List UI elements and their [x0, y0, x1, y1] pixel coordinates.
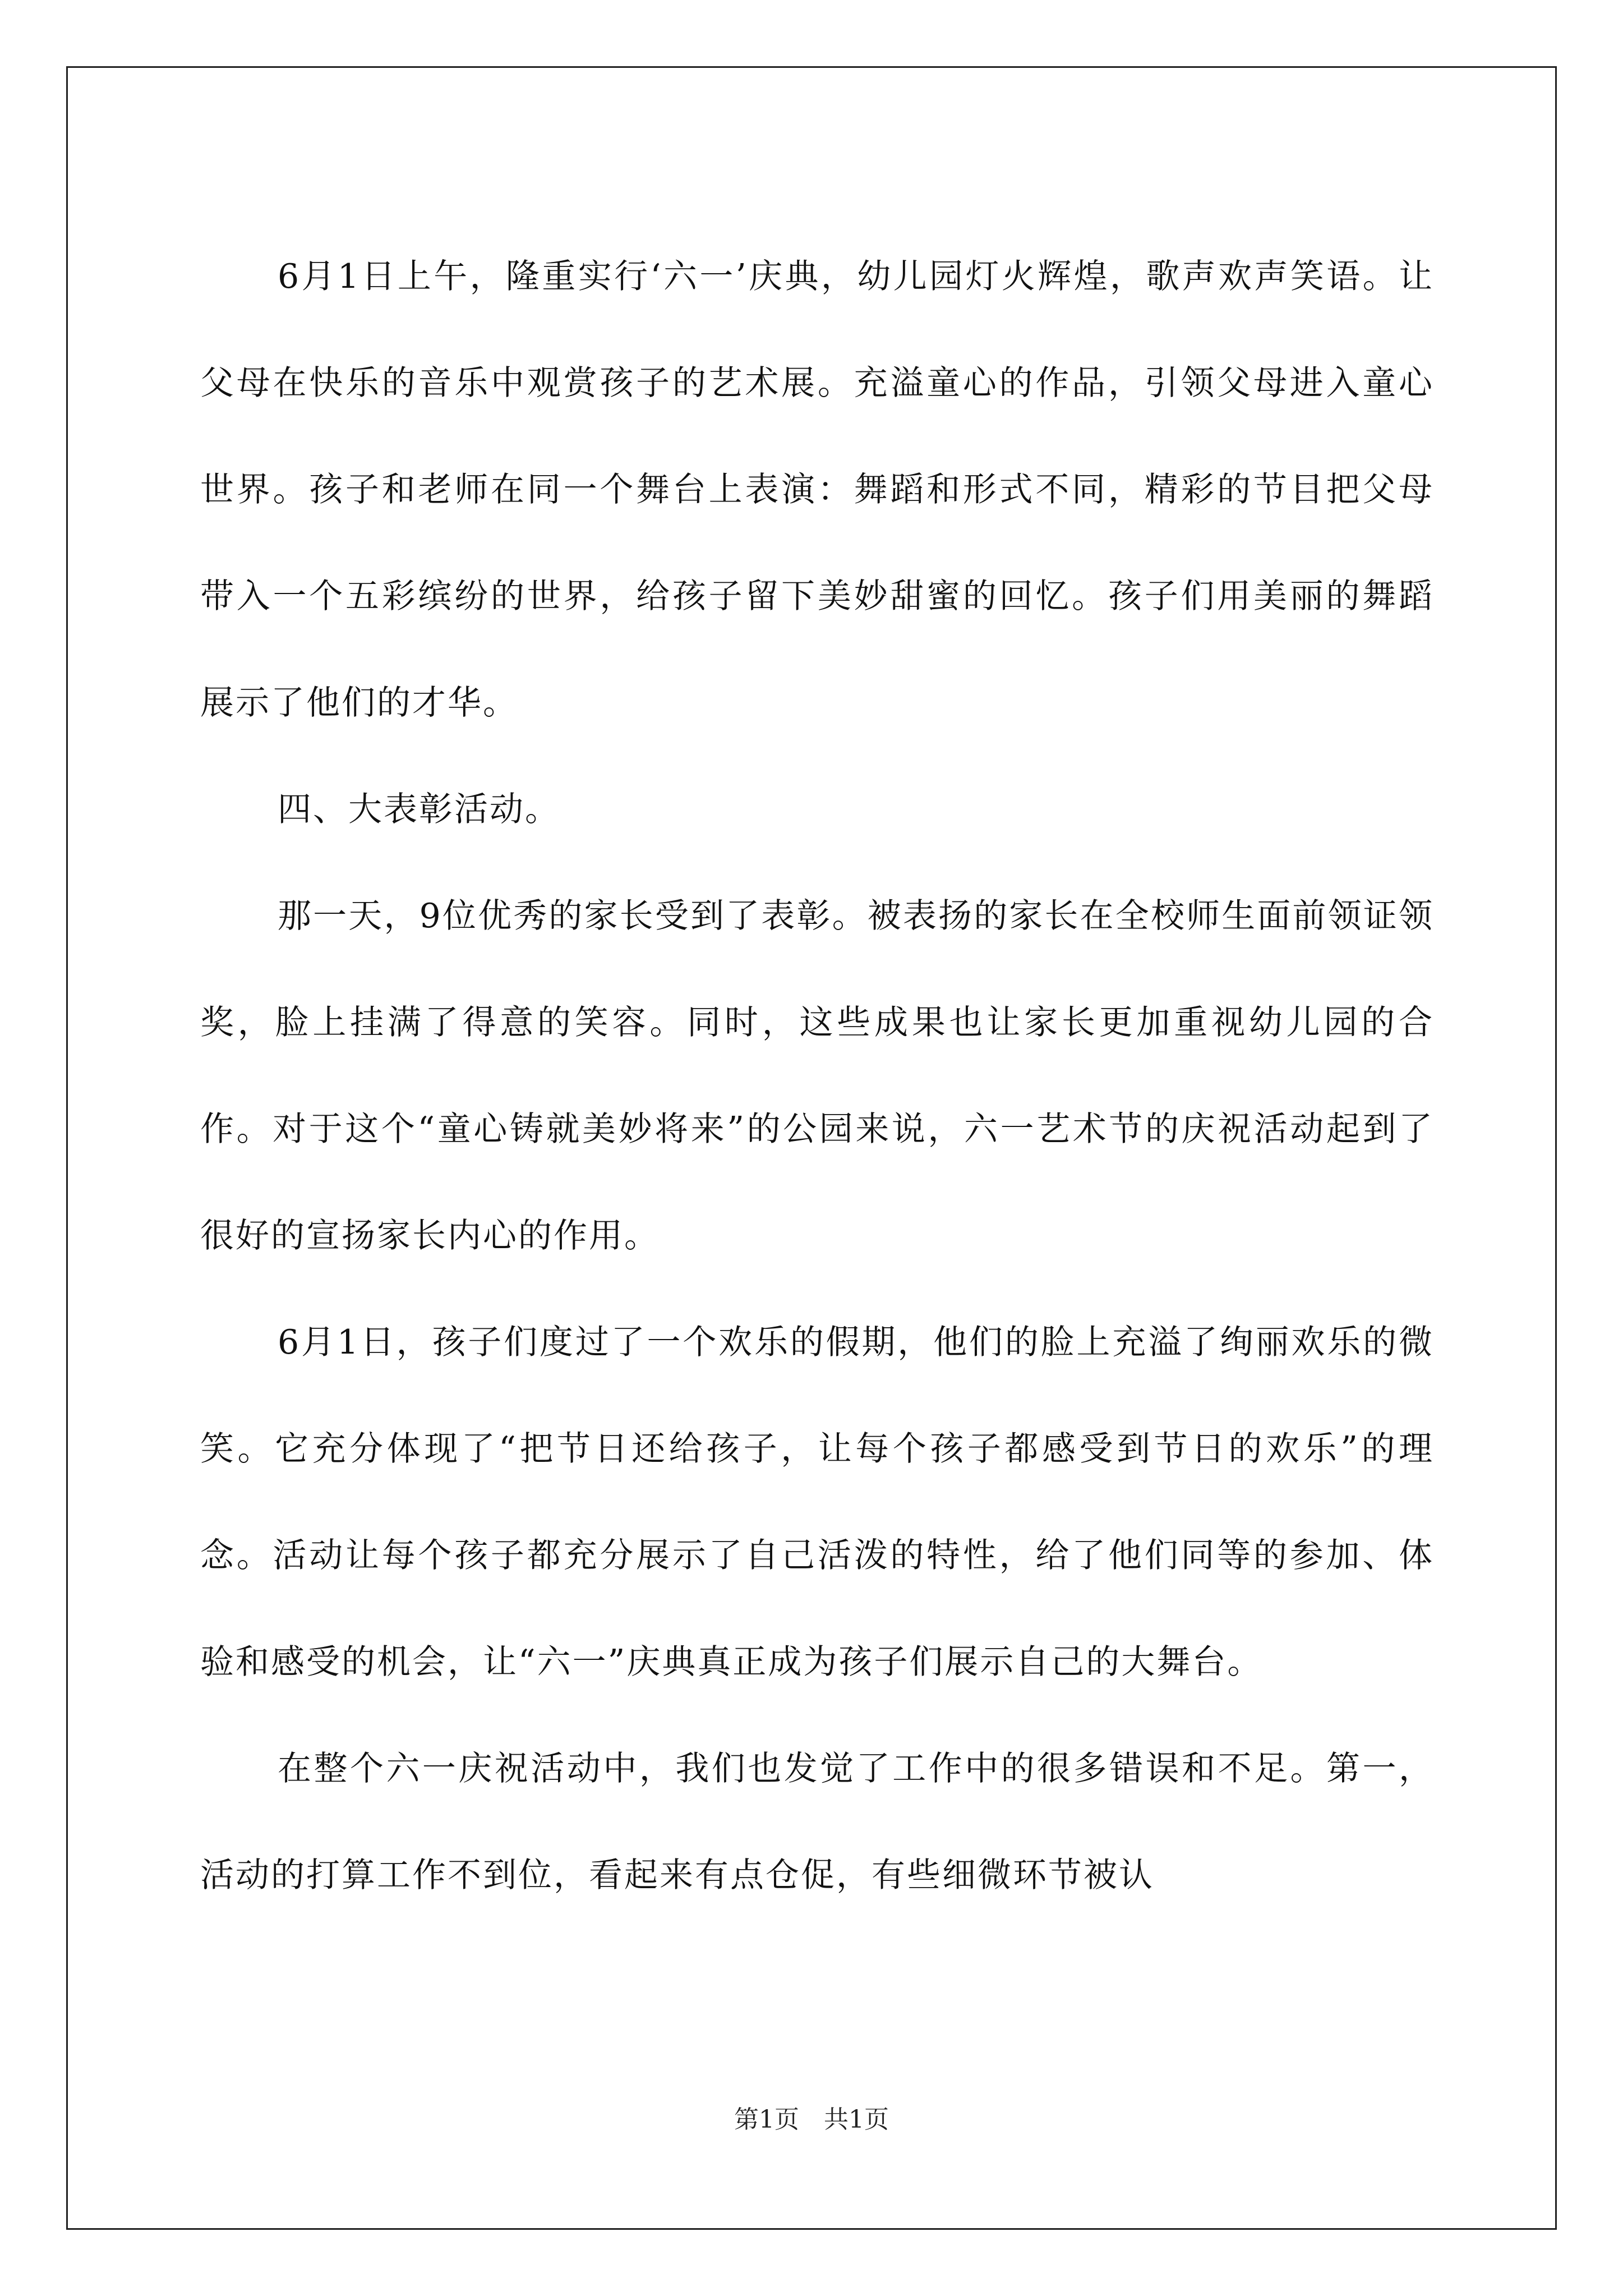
page-number-footer: 第1页 共1页 — [734, 2105, 889, 2134]
paragraph: 6月1日，孩子们度过了一个欢乐的假期，他们的脸上充溢了绚丽欢乐的微笑。它充分体现了“把节日还给孩子，让每个孩子都感受到节日的欢乐”的理念。活动让每个孩子都充分展示了自己活泼的特性，给了他们同等的参加、体验和感受的机会，让“六一”庆典真正成为孩子们展示自己的大舞台。 — [200, 1323, 1434, 1682]
paragraph: 四、大表彰活动。 — [278, 790, 560, 829]
document-body — [200, 223, 1434, 1929]
paragraph: 在整个六一庆祝活动中，我们也发觉了工作中的很多错误和不足。第一，活动的打算工作不到位，看起来有点仓促，有些细微环节被认 — [200, 1749, 1434, 1895]
paragraph: 那一天，9位优秀的家长受到了表彰。被表扬的家长在全校师生面前领证领奖，脸上挂满了得意的笑容。同时，这些成果也让家长更加重视幼儿园的合作。对于这个“童心铸就美妙将来”的公园来说，六一艺术节的庆祝活动起到了很好的宣扬家长内心的作用。 — [200, 896, 1434, 1255]
paragraph: 6月1日上午，隆重实行‘六一’庆典，幼儿园灯火辉煌，歌声欢声笑语。让父母在快乐的音乐中观赏孩子的艺术展。充溢童心的作品，引领父母进入童心世界。孩子和老师在同一个舞台上表演：舞蹈和形式不同，精彩的节目把父母带入一个五彩缤纷的世界，给孩子留下美妙甜蜜的回忆。孩子们用美丽的舞蹈展示了他们的才华。 — [200, 257, 1434, 723]
